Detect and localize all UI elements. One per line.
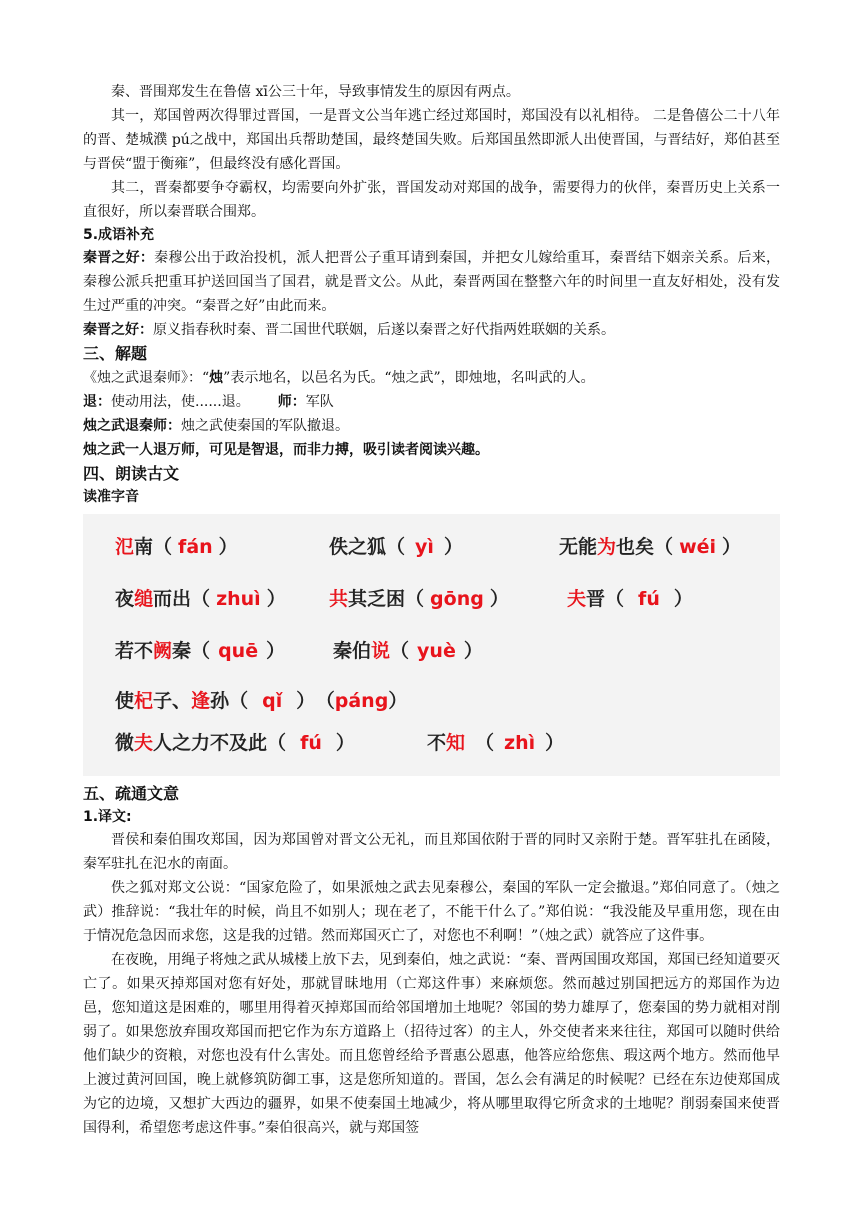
term-text: 秦穆公出于政治投机，派人把晋公子重耳请到秦国，并把女儿嫁给重耳，秦晋结下姻亲关系。后来，秦穆公派兵把重耳护送回国当了国君，就是晋文公。从此，秦晋两国在整整六年的时间里一直友好相处，没有发生过严重的冲突。“秦晋之好”由此而来。 (83, 250, 781, 314)
term-text: 使动用法，使......退。 (111, 394, 250, 410)
term-text: 军队 (305, 394, 334, 410)
section-heading: 四、朗读古文 (83, 464, 180, 483)
paragraph: 其一，郑国曾两次得罪过晋国，一是晋文公当年逃亡经过郑国时，郑国没有以礼相待。 二是鲁僖公二十八年的晋、楚城濮 pú之战中，郑国出兵帮助楚国，最终楚国失败。后郑国虽然即派人出使晋国，与晋结好，郑伯甚至与晋侯“盟于衡雍”，但最终没有感化晋国。 (83, 108, 780, 172)
term-text: 烛之武使秦国的军队撤退。 (181, 418, 349, 434)
pronunciation-item: 无能为也矣（ wéi ） (559, 536, 742, 558)
term-label: 烛之武退秦师： (83, 418, 181, 434)
pronunciation-item: 不知 （ zhì ） (427, 732, 565, 754)
paragraph (83, 390, 780, 414)
term-text: 原义指春秋时秦、晋二国世代联姻，后遂以秦晋之好代指两姓联姻的关系。 (153, 322, 615, 338)
pronunciation-item: 夫晋（ fú ） (567, 588, 693, 610)
section-heading: 三、解题 (83, 344, 148, 363)
term-label: 退： (83, 394, 111, 410)
pronunciation-item: 使杞子、逢孙（ qǐ ） （páng） (115, 690, 408, 712)
text-span: 《烛之武退秦师》：“ (83, 370, 210, 386)
pronunciation-item: 秦伯说（ yuè ） (333, 640, 483, 662)
paragraph: 其二，晋秦都要争夺霸权，均需要向外扩张，晋国发动对郑国的战争，需要得力的伙伴，秦晋历史上关系一直很好，所以秦晋联合围郑。 (83, 180, 780, 220)
paragraph: 在夜晚，用绳子将烛之武从城楼上放下去，见到秦伯，烛之武说：“秦、晋两国围攻郑国，郑国已经知道要灭亡了。如果灭掉郑国对您有好处，那就冒昧地用（亡郑这件事）来麻烦您。然而越过别国把远方的郑国作为边邑，您知道这是困难的，哪里用得着灭掉郑国而给邻国增加土地呢？邻国的势力雄厚了，您秦国的势力就相对削弱了。如果您放弃围攻郑国而把它作为东方道路上（招待过客）的主人，外交使者来来往往，郑国可以随时供给他们缺少的资粮，对您也没有什么害处。而且您曾经给予晋惠公恩惠，他答应给您焦、瑕这两个地方。然而他早上渡过黄河回国，晚上就修筑防御工事，这是您所知道的。晋国，怎么会有满足的时候呢？已经在东边使郑国成为它的边境，又想扩大西边的疆界，如果不使秦国土地减少，将从哪里取得它所贪求的土地呢？削弱秦国来使晋国得利，希望您考虑这件事。”秦伯很高兴，就与郑国签 (83, 952, 780, 1136)
paragraph: 烛之武一人退万师，可见是智退，而非力搏，吸引读者阅读兴趣。 (83, 442, 489, 458)
subheading: 读准字音 (83, 489, 139, 505)
paragraph: 佚之狐对郑文公说：“国家危险了，如果派烛之武去见秦穆公，秦国的军队一定会撤退。”郑伯同意了。（烛之武）推辞说：“我壮年的时候，尚且不如别人；现在老了，不能干什么了。”郑伯说：“我没能及早重用您，现在由于情况危急因而求您，这是我的过错。然而郑国灭亡了，对您也不利啊！”（烛之武）就答应了这件事。 (83, 880, 780, 944)
paragraph: 晋侯和秦伯围攻郑国，因为郑国曾对晋文公无礼，而且郑国依附于晋的同时又亲附于楚。晋军驻扎在函陵，秦军驻扎在氾水的南面。 (83, 832, 780, 872)
document-page (83, 80, 780, 1140)
paragraph (83, 246, 780, 318)
term-label: 秦晋之好： (83, 322, 153, 338)
pronunciation-box (83, 514, 780, 776)
term-label: 师： (277, 394, 306, 410)
paragraph: 秦、晋围郑发生在鲁僖 xī公三十年，导致事情发生的原因有两点。 (111, 84, 520, 100)
paragraph (83, 366, 780, 390)
paragraph (83, 318, 780, 342)
section-heading: 五、疏通文意 (83, 784, 180, 803)
pronunciation-item: 若不阙秦（ quē ） (115, 640, 286, 662)
section-heading: 5.成语补充 (83, 227, 155, 243)
pronunciation-item: 佚之狐（ yì ） (329, 536, 463, 558)
pronunciation-item: 夜缒而出（ zhuì ） (115, 588, 286, 610)
pronunciation-item: 氾南（ fán ） (115, 536, 238, 558)
text-span: ”表示地名，以邑名为氏。“烛之武”，即烛地，名叫武的人。 (223, 370, 595, 386)
term-label: 秦晋之好： (83, 250, 155, 266)
pronunciation-item: 微夫人之力不及此（ fú ） (115, 732, 355, 754)
paragraph (83, 414, 780, 438)
subheading: 1.译文: (83, 809, 132, 825)
pronunciation-item: 共其乏困（ gōng ） (329, 588, 509, 610)
text-span: 烛 (209, 370, 224, 386)
